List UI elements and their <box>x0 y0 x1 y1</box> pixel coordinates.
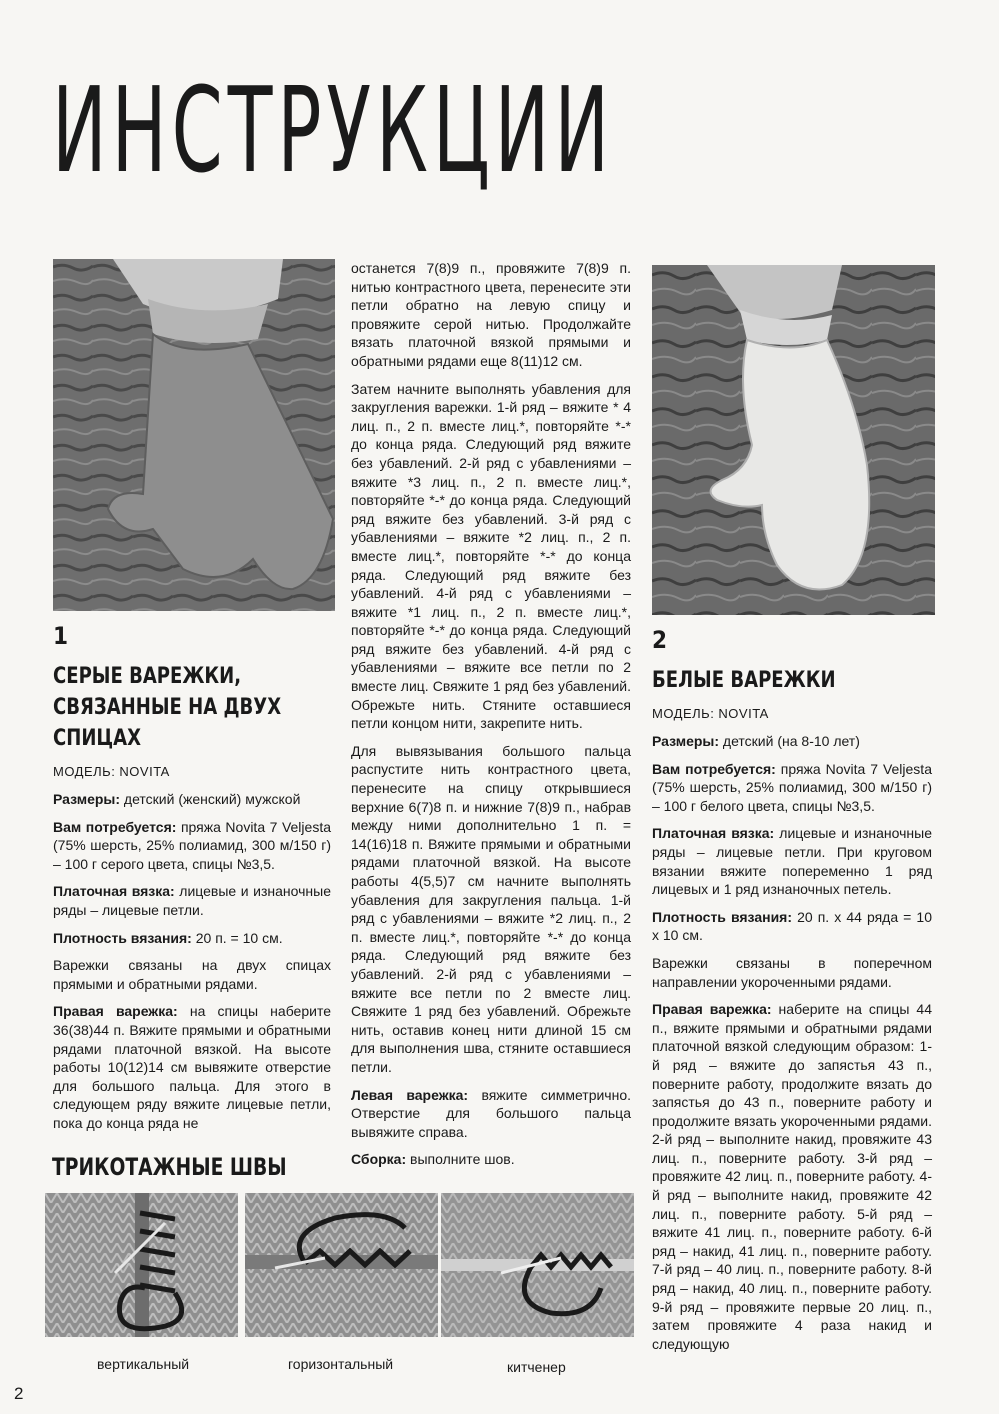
page-number: 2 <box>14 1384 24 1403</box>
middle-paragraph-1: останется 7(8)9 п., провяжите 7(8)9 п. нитью контрастного цвета, перенесите эти петли обратно на левую спицу и провяжите серой нитью. Продолжайте вязать платочной вязкой прямыми и обратными рядами еще 8(11)12 см. <box>351 260 631 369</box>
vertical-seam-illustration <box>45 1193 238 1337</box>
seams-title: ТРИКОТАЖНЫЕ ШВЫ <box>52 1153 287 1181</box>
item-1-sizes: Размеры: детский (женский) мужской <box>53 791 301 807</box>
item-2-sizes: Размеры: детский (на 8-10 лет) <box>652 733 860 749</box>
item-2-right-mitten: Правая варежка: наберите на спицы 44 п., вяжите прямыми и обратными рядами платочной вязкой следующим образом: 1-й ряд – вяжите до запястья 43 п., поверните работу, продолжите вязать до запястья до 43 п., поверните работу и продолжите вязать укороченными рядами. 2-й ряд – выполните накид, провяжите 43 лиц. п., поверните работу. 3-й ряд – провяжите 42 лиц. п., поверните работу. 4-й ряд – выполните накид, провяжите 42 лиц. п., поверните работу. 5-й ряд – вяжите 41 лиц. п., поверните работу. 6-й ряд – накид, 41 лиц. п., поверните работу. 7-й ряд – 40 лиц. п., поверните работу. 8-й ряд – накид, 40 лиц. п., поверните работу. 9-й ряд – провяжите первые 20 лиц. п., затем провяжите 4 раза накид и следующую <box>652 1001 932 1352</box>
grey-mitten-photo <box>53 259 335 611</box>
item-1-garter: Платочная вязка: лицевые и изнаночные ряды – лицевые петли. <box>53 883 331 918</box>
item-2-text <box>652 732 932 1362</box>
left-mitten: Левая варежка: вяжите симметрично. Отверстие для большого пальца вывяжите справа. <box>351 1086 631 1140</box>
item-2-model: МОДЕЛЬ: NOVITA <box>652 706 769 721</box>
item-2-gauge: Плотность вязания: 20 п. х 44 ряда = 10 х 10 см. <box>652 908 932 944</box>
item-1-heading-line-2: СВЯЗАННЫЕ НА ДВУХ <box>53 695 282 720</box>
white-mitten-photo <box>652 265 935 615</box>
page-title: ИНСТРУКЦИИ <box>52 61 615 199</box>
middle-paragraph-2: Затем начните выполнять убавления для закругления варежки. 1-й ряд – вяжите * 4 лиц. п., 2 п. вместе лиц.*, повторяйте *-* до конца ряда. Следующий ряд вяжите без убавлений. 2-й ряд с убавлениями – вяжите *3 лиц. п., 2 п. вместе лиц.*, повторяйте *-* до конца ряда. Следующий ряд вяжите без убавлений. 3-й ряд с убавлениями – вяжите *2 лиц. п., 2 п. вместе лиц.*, повторяйте *-* до конца ряда. Следующий ряд вяжите без убавлений. 4-й ряд с убавлениями – вяжите *1 лиц. п., 2 п. вместе лиц.*, повторяйте *-* до конца ряда. Следующий ряд вяжите без убавлений. 4-й ряд с убавлениями – вяжите все петли по 2 вместе лиц. Свяжите 1 ряд без убавлений. Обрежьте нить. Стяните оставшиеся петли концом нити, закрепите нить. <box>351 380 631 732</box>
item-1-intro: Варежки связаны на двух спицах прямыми и обратными рядами. <box>53 957 331 992</box>
item-1-text <box>53 790 331 1142</box>
item-1-number: 1 <box>53 622 69 650</box>
item-1-heading-line-1: СЕРЫЕ ВАРЕЖКИ, <box>53 664 242 689</box>
caption-vertical: вертикальный <box>97 1356 190 1372</box>
item-2-heading: БЕЛЫЕ ВАРЕЖКИ <box>652 668 836 693</box>
item-1-heading-line-3: СПИЦАХ <box>53 726 142 751</box>
assembly: Сборка: выполните шов. <box>351 1151 515 1168</box>
middle-paragraph-3: Для вывязывания большого пальца распустите нить контрастного цвета, перенесите на спицу открывшиеся верхние 6(7)8 п. и нижние 7(8)9 п., набрав между ними дополнительно 1 п. = 14(16)18 п. Вяжите прямыми и обратными рядами платочной вязкой. На высоте работы 4(5,5)7 см начните выполнять убавления для закругления пальца. 1-й ряд с убавлениями – вяжите *2 лиц. п., 2 п. вместе лиц.*, повторяйте *-* до конца ряда. Следующий ряд вяжите без убавлений. 2-й ряд с убавлениями – вяжите все петли по 2 вместе лиц. Свяжите 1 ряд без убавлений. Обрежьте нить, оставив конец нити длиной 15 см для выполнения шва, стяните оставшиеся петли. <box>351 742 631 1075</box>
item-2-materials: Вам потребуется: пряжа Novita 7 Veljesta (75% шерсть, 25% полиамид, 300 м/150 г) – 100 г белого цвета, спицы №3,5. <box>652 760 932 814</box>
item-2-intro: Варежки связаны в поперечном направлении укороченными рядами. <box>652 954 932 990</box>
item-1-right-mitten: Правая варежка: на спицы наберите 36(38)44 п. Вяжите прямыми и обратными рядами платочной вязкой. На высоте работы 10(12)14 см вывяжите отверстие для большого пальца. Для этого в следующем ряду вяжите лицевые петли, пока до конца ряда не <box>53 1003 331 1131</box>
caption-kitchener: китченер <box>507 1359 566 1375</box>
item-1-gauge: Плотность вязания: 20 п. = 10 см. <box>53 929 283 946</box>
horizontal-seam-illustration <box>245 1193 438 1337</box>
item-1-materials: Вам потребуется: пряжа Novita 7 Veljesta (75% шерсть, 25% полиамид, 300 м/150 г) – 100 г серого цвета, спицы №3,5. <box>53 818 331 872</box>
item-2-garter: Платочная вязка: лицевые и изнаночные ряды – лицевые петли. При круговом вязании вяжите попеременно 1 ряд лицевых и 1 ряд изнаночных петель. <box>652 825 932 898</box>
caption-horizontal: горизонтальный <box>288 1356 394 1372</box>
kitchener-seam-illustration <box>441 1193 634 1337</box>
middle-text <box>351 259 631 1178</box>
item-2-number: 2 <box>652 626 668 654</box>
item-1-model: МОДЕЛЬ: NOVITA <box>53 764 170 779</box>
